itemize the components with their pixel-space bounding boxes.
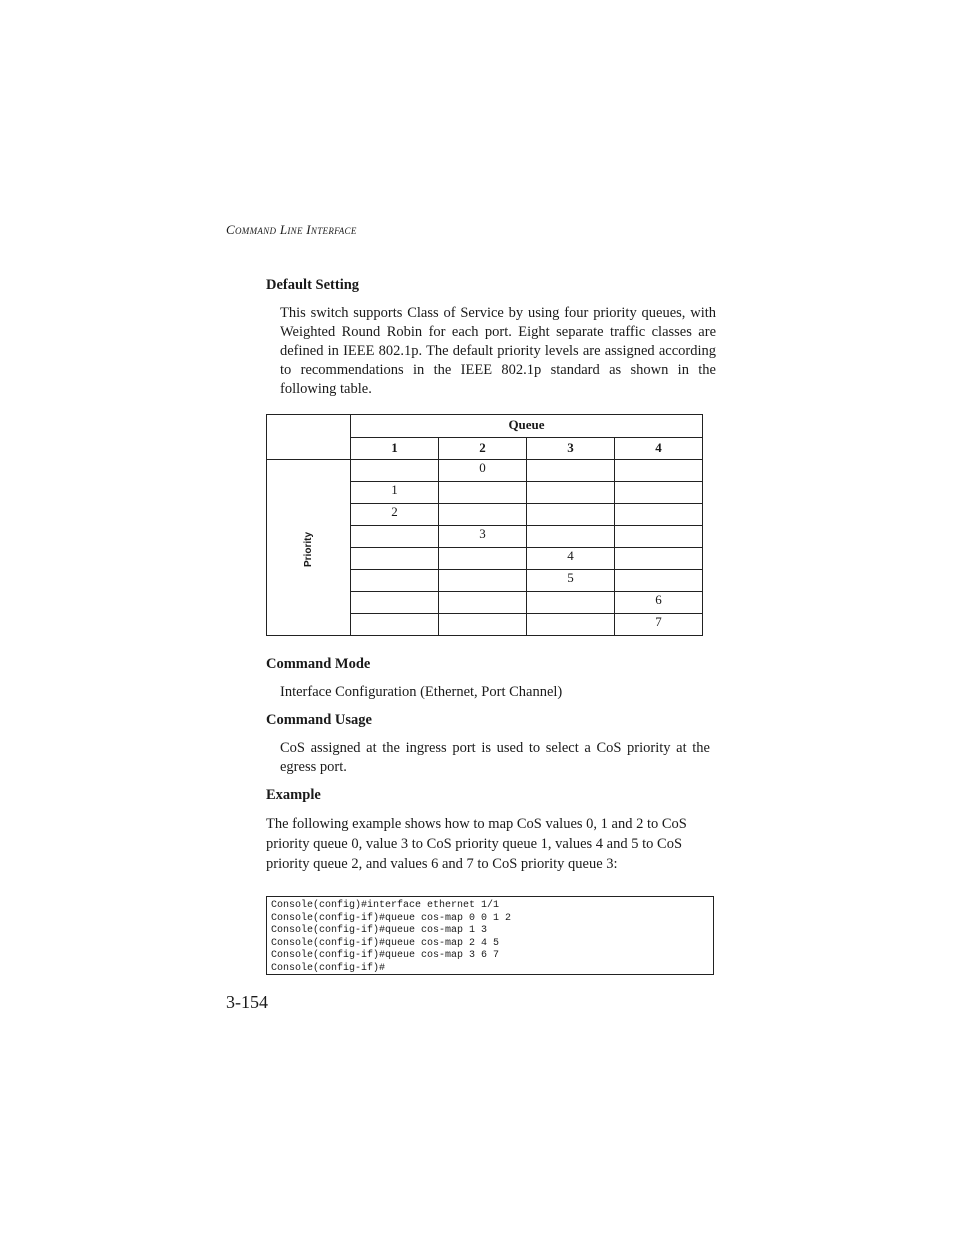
- table-cell: [615, 482, 703, 504]
- table-cell: 4: [527, 548, 615, 570]
- command-usage-text: CoS assigned at the ingress port is used to select a CoS priority at the egress port.: [280, 740, 710, 775]
- table-cell: 5: [527, 570, 615, 592]
- table-cell: [615, 504, 703, 526]
- priority-queue-table: [266, 414, 703, 636]
- queue-column-header: 1: [351, 438, 439, 460]
- table-cell: [615, 570, 703, 592]
- example-heading: Example: [266, 787, 321, 803]
- queue-column-header: 2: [439, 438, 527, 460]
- priority-row-label: [267, 460, 351, 636]
- queue-column-header: 4: [615, 438, 703, 460]
- code-line: Console(config-if)#queue cos-map 3 6 7: [271, 950, 500, 961]
- table-cell: 2: [351, 504, 439, 526]
- table-cell: [527, 614, 615, 636]
- table-cell: [351, 592, 439, 614]
- table-cell: [527, 460, 615, 482]
- priority-label-text: Priority: [302, 531, 314, 567]
- table-cell: [351, 526, 439, 548]
- table-cell: [615, 548, 703, 570]
- table-cell: [527, 526, 615, 548]
- table-cell: [439, 592, 527, 614]
- code-line: Console(config-if)#queue cos-map 1 3: [271, 925, 488, 936]
- default-setting-text: This switch supports Class of Service by using four priority queues, with Weighted Round Robin for each port. Eight separate traffic classes are defined in IEEE 802.1p. The default priority levels are assigned according to recommendations in the IEEE 802.1p standard as shown in the following table.: [280, 305, 716, 397]
- code-line: Console(config-if)#queue cos-map 0 0 1 2: [271, 912, 512, 924]
- running-head: Command Line Interface: [226, 222, 357, 237]
- table-cell: [615, 526, 703, 548]
- code-example-block: [266, 896, 714, 975]
- table-cell: [351, 460, 439, 482]
- table-cell: [615, 460, 703, 482]
- table-cell: [527, 504, 615, 526]
- table-cell: [351, 570, 439, 592]
- table-cell: 3: [439, 526, 527, 548]
- table-cell: [439, 548, 527, 570]
- queue-column-header: 3: [527, 438, 615, 460]
- table-cell: [351, 614, 439, 636]
- table-cell: [527, 592, 615, 614]
- queue-header: Queue: [351, 415, 703, 438]
- table-corner: [267, 415, 351, 460]
- code-line: Console(config-if)#: [271, 962, 386, 974]
- page-number: 3-154: [226, 992, 268, 1012]
- command-mode-text: Interface Configuration (Ethernet, Port Channel): [280, 684, 563, 700]
- table-row: [267, 460, 703, 482]
- default-setting-heading: Default Setting: [266, 277, 360, 293]
- table-cell: 6: [615, 592, 703, 614]
- command-mode-heading: Command Mode: [266, 656, 371, 672]
- code-line: Console(config-if)#queue cos-map 2 4 5: [271, 937, 500, 949]
- table-cell: [439, 614, 527, 636]
- code-line: Console(config)#interface ethernet 1/1: [271, 900, 500, 911]
- table-cell: [351, 548, 439, 570]
- table-cell: [527, 482, 615, 504]
- table-cell: 7: [615, 614, 703, 636]
- example-text: The following example shows how to map CoS values 0, 1 and 2 to CoS priority queue 0, value 3 to CoS priority queue 1, values 4 and 5 to CoS priority queue 2, and values 6 and 7 to CoS priority queue 3:: [266, 816, 687, 872]
- command-usage-heading: Command Usage: [266, 712, 372, 728]
- table-cell: 0: [439, 460, 527, 482]
- table-cell: [439, 482, 527, 504]
- table-cell: [439, 570, 527, 592]
- table-cell: 1: [351, 482, 439, 504]
- table-cell: [439, 504, 527, 526]
